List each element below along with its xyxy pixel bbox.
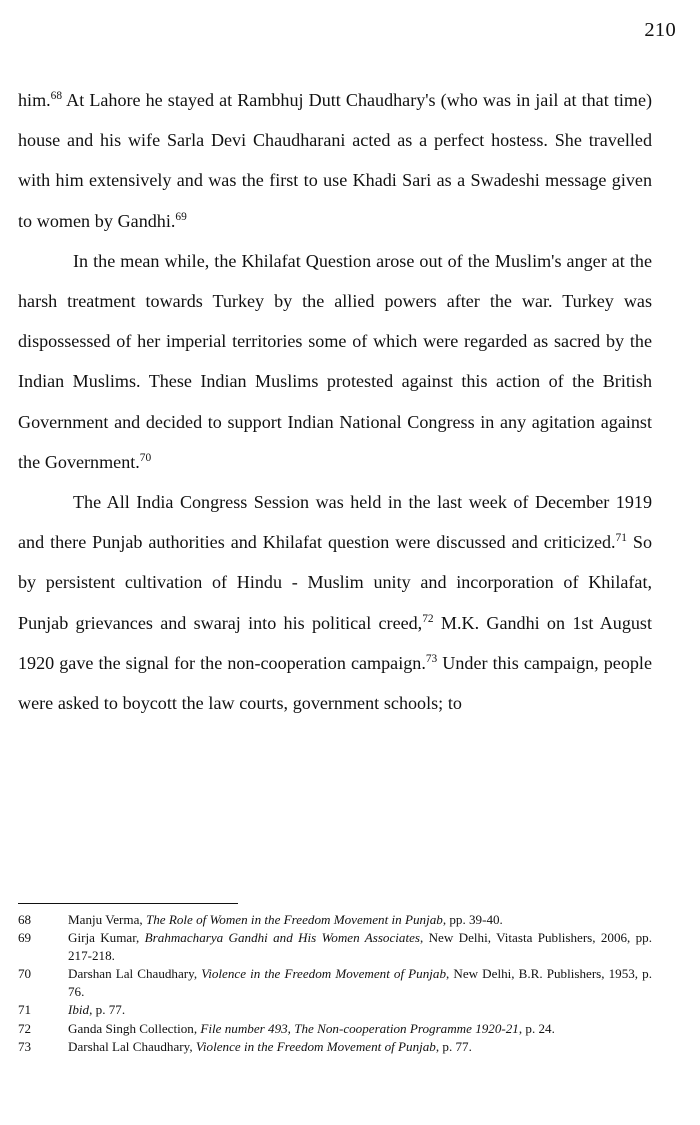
footnote-entry	[18, 965, 652, 1001]
footnote-text: Manju Verma, The Role of Women in the Freedom Movement in Punjab, pp. 39-40.	[68, 912, 503, 927]
body-text-block	[18, 80, 652, 723]
body-paragraph: him.$^{68}$ At Lahore he stayed at Rambhuj Dutt Chaudhary's (who was in jail at that time) house and his wife Sarla Devi Chaudharani acted as a perfect hostess. She travelled with him extensively and was the first to use Khadi Sari as a Swadeshi message given to women by Gandhi.$^{69}$	[18, 89, 652, 231]
footnotes-section	[18, 903, 652, 1056]
footnote-number: 72	[18, 1020, 32, 1036]
citation-title: File number 493, The Non-cooperation Programme 1920-21	[200, 1020, 519, 1036]
footnote-separator-rule	[18, 903, 238, 904]
footnote-marker-69[interactable]: 69	[175, 210, 187, 223]
footnote-number: 68	[18, 912, 32, 927]
footnote-number: 71	[18, 1002, 32, 1018]
footnote-text: Ganda Singh Collection, File number 493, The Non-cooperation Programme 1920-21, p. 24.	[68, 1020, 555, 1036]
citation-title: Violence in the Freedom Movement of Punjab	[201, 966, 447, 982]
footnote-marker-73[interactable]: 73	[425, 652, 438, 665]
footnote-marker-70[interactable]: 70	[139, 451, 152, 464]
body-paragraph: The All India Congress Session was held in the last week of December 1919 and there Punjab authorities and Khilafat question were discussed and criticized.$^{71}$ So by persistent cultivation of Hindu - Muslim unity and incorporation of Khilafat, Punjab grievances and swaraj into his political creed,$^{72}$ M.K. Gandhi on 1st August 1920 gave the signal for the non-cooperation campaign.$^{73}$ Under this campaign, people were asked to boycott the law courts, government schools; to	[18, 492, 652, 714]
citation-title: Brahmacharya Gandhi and His Women Associates	[144, 930, 421, 946]
footnote-text: Ibid, p. 77.	[68, 1002, 126, 1018]
footnote-marker-71[interactable]: 71	[615, 532, 627, 545]
citation-title: The Role of Women in the Freedom Movement in Punjab	[145, 912, 443, 927]
footnote-number: 70	[18, 966, 32, 982]
footnote-text: Darshan Lal Chaudhary, Violence in the Freedom Movement of Punjab, New Delhi, B.R. Publishers, 1953, p. 76.	[68, 966, 652, 1000]
footnote-text: Darshal Lal Chaudhary, Violence in the Freedom Movement of Punjab, p. 77.	[68, 1038, 472, 1054]
footnote-entry	[18, 1001, 652, 1019]
footnote-text: Girja Kumar, Brahmacharya Gandhi and His Women Associates, New Delhi, Vitasta Publishers, 2006, pp. 217-218.	[68, 930, 653, 964]
footnote-entry	[18, 911, 652, 929]
citation-title: Violence in the Freedom Movement of Punjab	[195, 1038, 436, 1054]
footnote-entry	[18, 1020, 652, 1038]
footnote-marker-68[interactable]: 68	[50, 89, 63, 102]
footnote-marker-72[interactable]: 72	[422, 612, 434, 625]
page-number: 210	[644, 19, 676, 41]
footnote-number: 69	[18, 930, 32, 946]
footnote-entry	[18, 1038, 652, 1056]
body-paragraph: In the mean while, the Khilafat Question arose out of the Muslim's anger at the harsh treatment towards Turkey by the allied powers after the war. Turkey was dispossessed of her imperial territories some of which were regarded as sacred by the Indian Muslims. These Indian Muslims protested against this action of the British Government and decided to support Indian National Congress in any agitation against the Government.$^{70}$	[18, 250, 652, 472]
footnote-number: 73	[18, 1038, 32, 1054]
citation-title: Ibid	[68, 1002, 90, 1018]
footnote-entry	[18, 929, 652, 965]
